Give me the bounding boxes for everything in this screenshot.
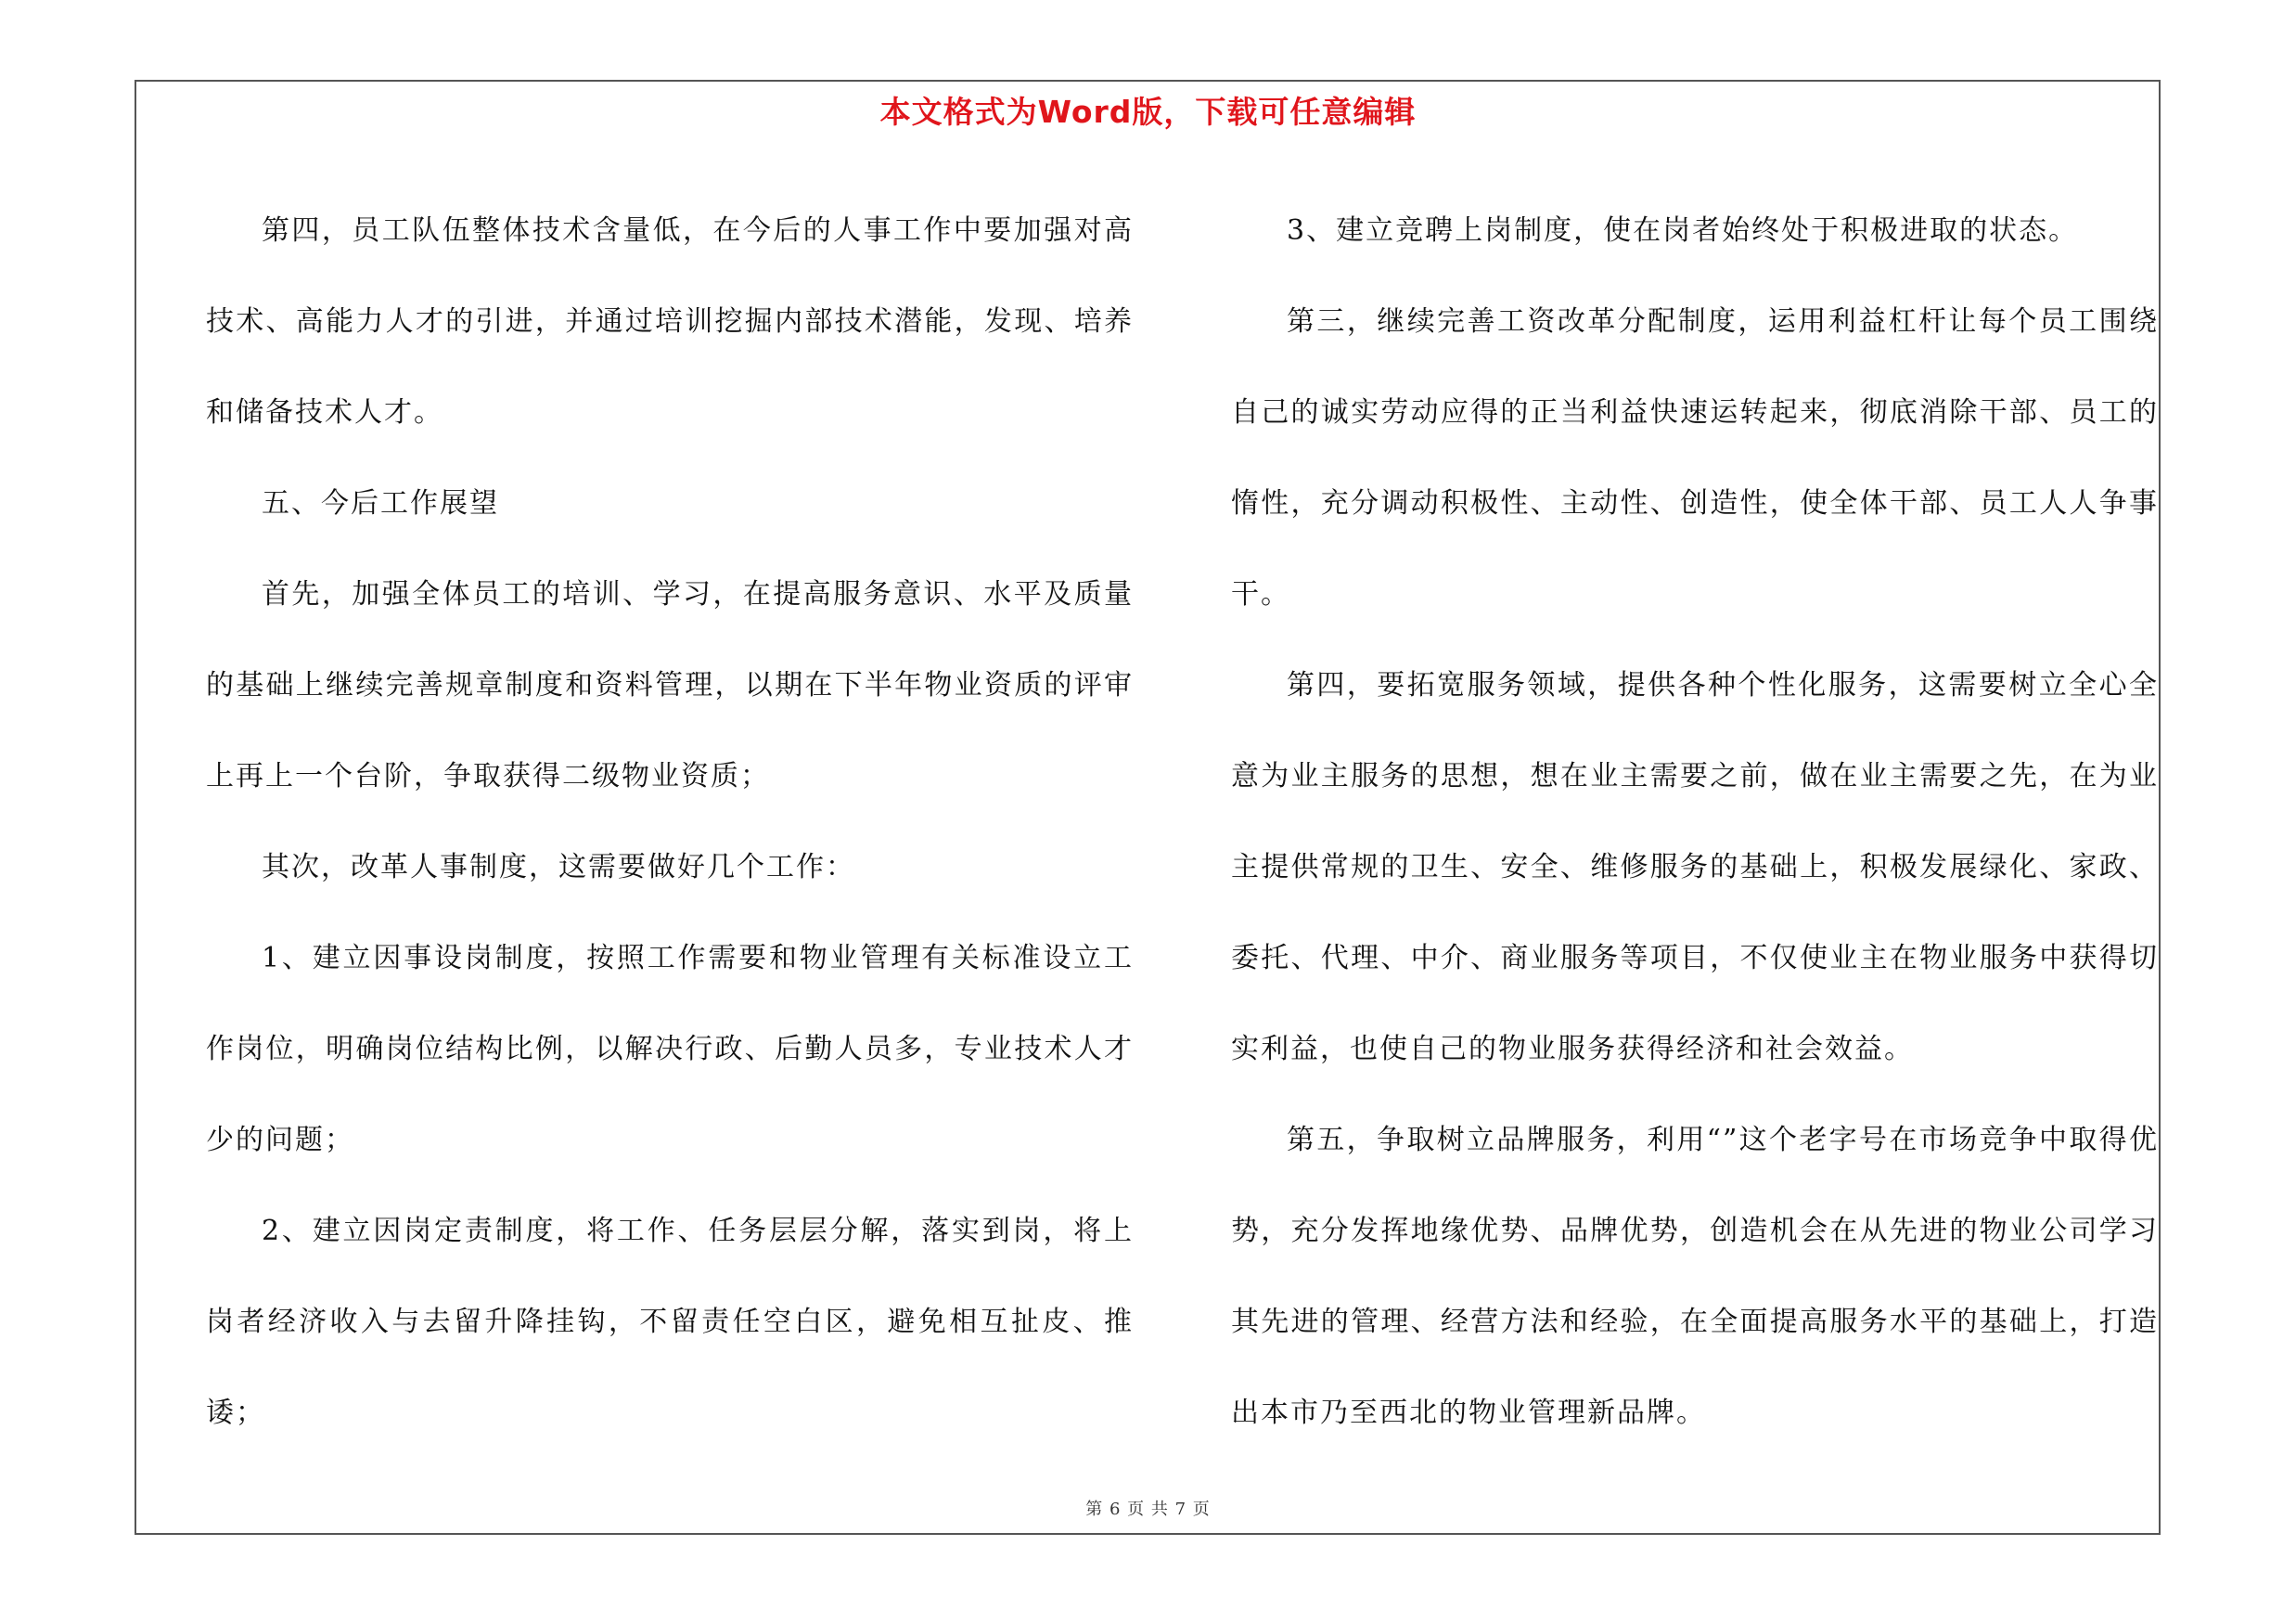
paragraph: 3、建立竞聘上岗制度，使在岗者始终处于积极进取的状态。	[1287, 214, 2079, 247]
page-number: 第 6 页 共 7 页	[1085, 1500, 1211, 1519]
paragraph: 第五，争取树立品牌服务，利用“”这个老字号在市场竞争中取得优势，充分发挥地缘优势、品牌优势，创造机会在从先进的物业公司学习其先进的管理、经营方法和经验，在全面提高服务水平的基础上，打造出本市乃至西北的物业管理新品牌。	[1231, 1124, 2159, 1429]
paragraph: 1、建立因事设岗制度，按照工作需要和物业管理有关标准设立工作岗位，明确岗位结构比例，以解决行政、后勤人员多，专业技术人才少的问题；	[206, 942, 1134, 1156]
paragraph: 2、建立因岗定责制度，将工作、任务层层分解，落实到岗，将上岗者经济收入与去留升降挂钩，不留责任空白区，避免相互扯皮、推诿；	[206, 1215, 1134, 1429]
paragraph: 第四，员工队伍整体技术含量低，在今后的人事工作中要加强对高技术、高能力人才的引进，并通过培训挖掘内部技术潜能，发现、培养和储备技术人才。	[206, 214, 1134, 429]
paragraph: 第四，要拓宽服务领域，提供各种个性化服务，这需要树立全心全意为业主服务的思想，想在业主需要之前，做在业主需要之先，在为业主提供常规的卫生、安全、维修服务的基础上，积极发展绿化、家政、委托、代理、中介、商业服务等项目，不仅使业主在物业服务中获得切实利益，也使自己的物业服务获得经济和社会效益。	[1231, 669, 2159, 1065]
paragraph: 首先，加强全体员工的培训、学习，在提高服务意识、水平及质量的基础上继续完善规章制度和资料管理，以期在下半年物业资质的评审上再上一个台阶，争取获得二级物业资质；	[206, 578, 1134, 792]
format-banner: 本文格式为Word版，下载可任意编辑	[879, 94, 1417, 130]
left-column	[206, 186, 1134, 1459]
paragraph: 第三，继续完善工资改革分配制度，运用利益杠杆让每个员工围绕自己的诚实劳动应得的正当利益快速运转起来，彻底消除干部、员工的惰性，充分调动积极性、主动性、创造性，使全体干部、员工人人争事干。	[1231, 305, 2159, 611]
section-heading: 五、今后工作展望	[262, 487, 499, 520]
paragraph: 其次，改革人事制度，这需要做好几个工作：	[262, 851, 855, 883]
right-column	[1231, 186, 2159, 1459]
